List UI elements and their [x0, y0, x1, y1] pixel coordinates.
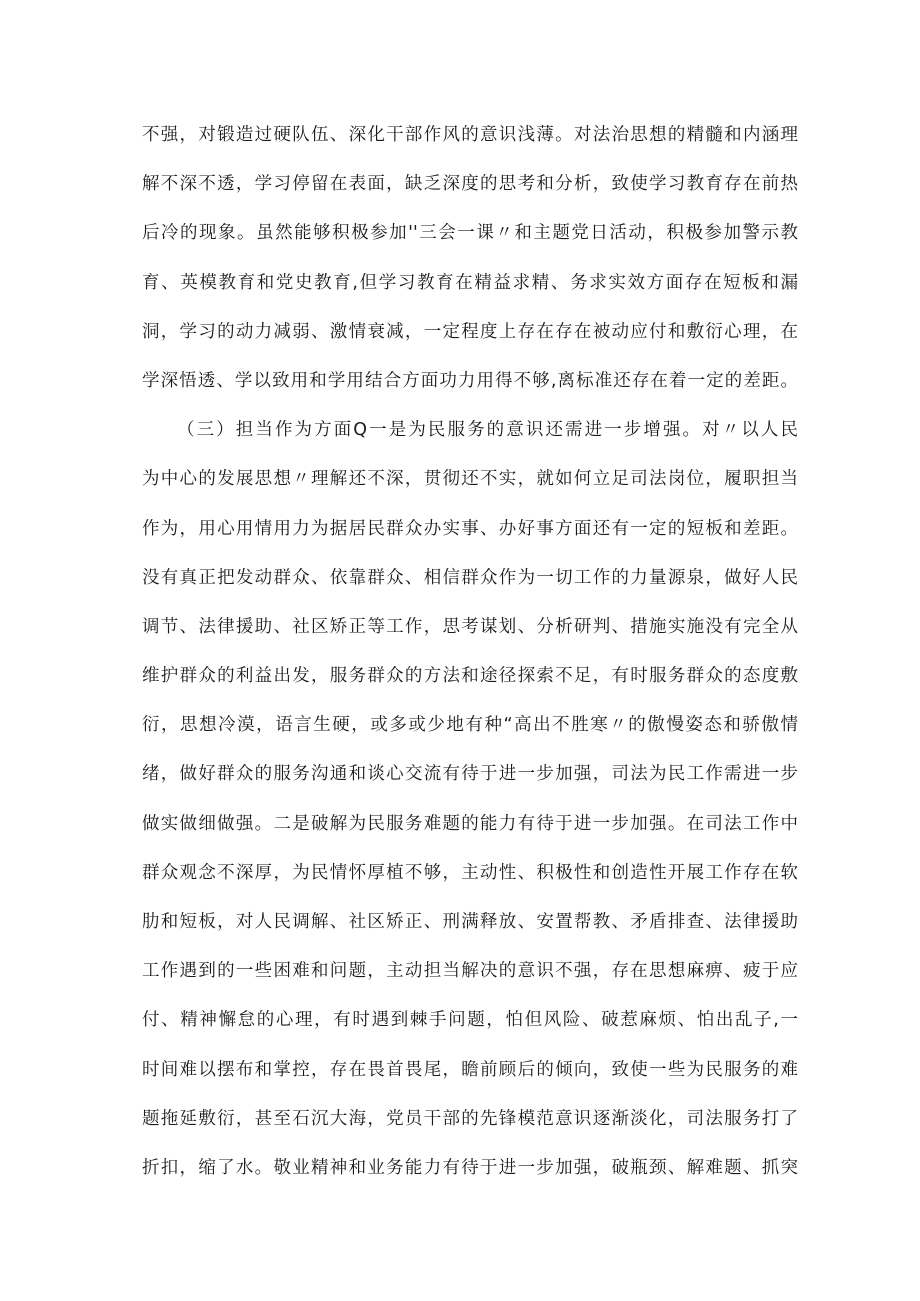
text-line: 作为，用心用情用力为据居民群众办实事、办好事方面还有一定的短板和差距。	[142, 518, 798, 539]
text-line: 绪，做好群众的服务沟通和谈心交流有待于进一步加强，司法为民工作需进一步	[142, 764, 798, 785]
text-line: 肋和短板，对人民调解、社区矫正、刑满释放、安置帮教、矛盾排查、法律援助	[142, 912, 798, 932]
text-line: 时间难以摆布和掌控，存在畏首畏尾，瞻前顾后的倾向，致使一些为民服务的难	[142, 1059, 798, 1080]
text-line: 群众观念不深厚，为民情怀厚植不够，主动性、积极性和创造性开展工作存在软	[142, 862, 798, 883]
text-line: 育、英模教育和党史教育,但学习教育在精益求精、务求实效方面存在短板和漏	[142, 272, 798, 293]
text-line: 衍，思想冷漠，语言生硬，或多或少地有种“高出不胜寒〃的傲慢姿态和骄傲情	[142, 715, 798, 736]
text-line: 解不深不透，学习停留在表面，缺乏深度的思考和分析，致使学习教育存在前热	[142, 174, 798, 195]
text-line: 不强，对锻造过硬队伍、深化干部作风的意识浅薄。对法治思想的精髓和内涵理	[142, 125, 798, 145]
text-line: 没有真正把发动群众、依靠群众、相信群众作为一切工作的力量源泉，做好人民	[142, 567, 798, 588]
section-heading-line: （三）担当作为方面Q一是为民服务的意识还需进一步增强。对〃以人民	[177, 420, 798, 441]
text-line: 做实做细做强。二是破解为民服务难题的能力有待于进一步加强。在司法工作中	[142, 813, 798, 834]
body-text	[142, 118, 798, 1200]
text-line: 调节、法律援助、社区矫正等工作，思考谋划、分析研判、措施实施没有完全从	[142, 616, 798, 637]
text-line: 维护群众的利益出发，服务群众的方法和途径探索不足，有时服务群众的态度敷	[142, 666, 798, 687]
text-line: 洞，学习的动力减弱、激情衰减，一定程度上存在存在被动应付和敷衍心理，在	[142, 321, 798, 342]
text-line: 后冷的现象。虽然能够积极参加''三会一课〃和主题党日活动，积极参加警示教	[142, 223, 798, 244]
text-line: 题拖延敷衍，甚至石沉大海，党员干部的先锋模范意识逐渐淡化，司法服务打了	[142, 1108, 798, 1129]
text-line: 学深悟透、学以致用和学用结合方面功力用得不够,离标准还存在着一定的差距。	[142, 370, 798, 391]
text-line: 工作遇到的一些困难和问题，主动担当解决的意识不强，存在思想麻痹、疲于应	[142, 961, 798, 982]
text-line: 折扣，缩了水。敬业精神和业务能力有待于进一步加强，破瓶颈、解难题、抓突	[142, 1157, 798, 1178]
text-line: 为中心的发展思想〃理解还不深，贯彻还不实，就如何立足司法岗位，履职担当	[142, 469, 798, 490]
text-line: 付、精神懈怠的心理，有时遇到棘手问题，怕但风险、破惹麻烦、怕出乱子,一	[142, 1010, 798, 1031]
